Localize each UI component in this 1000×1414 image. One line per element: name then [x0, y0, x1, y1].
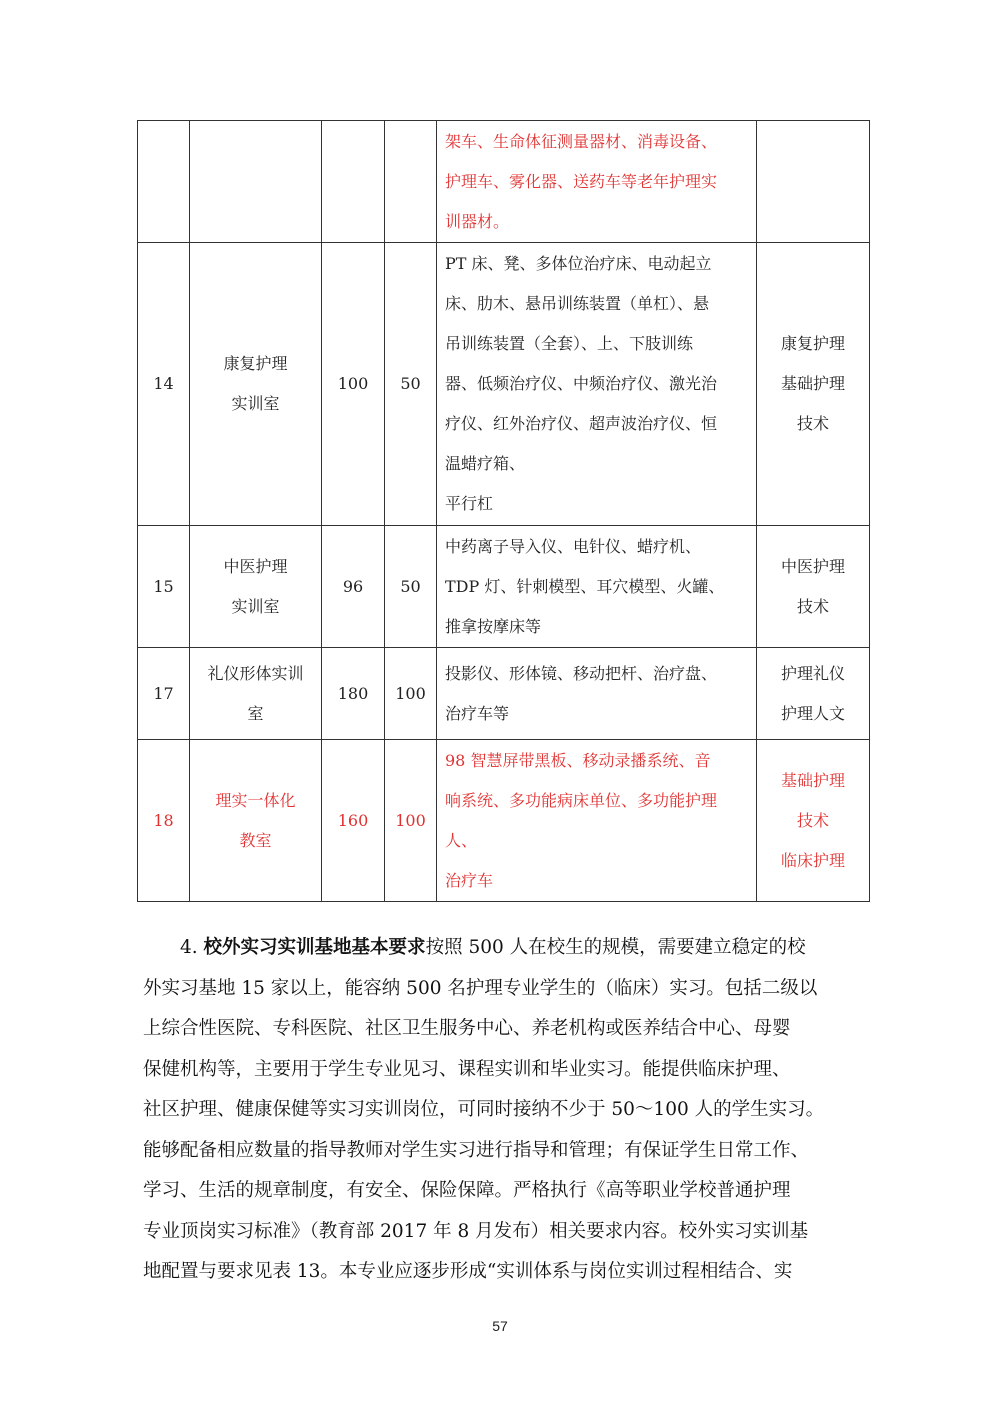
table-row [138, 121, 870, 243]
cell-area: 160 [322, 740, 385, 902]
paragraph-line: 专业顶岗实习标准》（教育部 2017 年 8 月发布）相关要求内容。校外实习实训基 [143, 1220, 809, 1242]
table-row [138, 526, 870, 648]
cell-equipment: 投影仪、形体镜、移动把杆、治疗盘、 治疗车等 [437, 648, 757, 740]
body-paragraph [143, 928, 863, 1293]
cell-stations: 100 [385, 648, 437, 740]
section-heading: 校外实习实训基地基本要求 [203, 937, 426, 958]
cell-equipment: 98 智慧屏带黑板、移动录播系统、音 响系统、多功能病床单位、多功能护理 人、 治疗车 [437, 740, 757, 902]
cell-room-name [190, 121, 322, 243]
cell-equipment: 中药离子导入仪、电针仪、蜡疗机、 TDP 灯、针刺模型、耳穴模型、火罐、 推拿按摩床等 [437, 526, 757, 648]
cell-courses: 基础护理 技术 临床护理 [757, 740, 870, 902]
paragraph-line: 上综合性医院、专科医院、社区卫生服务中心、养老机构或医养结合中心、母婴 [143, 1018, 791, 1039]
paragraph-line: 能够配备相应数量的指导教师对学生实习进行指导和管理；有保证学生日常工作、 [143, 1139, 810, 1161]
cell-room-name: 礼仪形体实训 室 [190, 648, 322, 740]
paragraph-line: 外实习基地 15 家以上，能容纳 500 名护理专业学生的（临床）实习。包括二级以 [143, 977, 818, 999]
cell-room-name: 康复护理 实训室 [190, 243, 322, 526]
paragraph-line: 学习、生活的规章制度，有安全、保险保障。严格执行《高等职业学校普通护理 [143, 1180, 791, 1201]
paragraph-line: 保健机构等，主要用于学生专业见习、课程实训和毕业实习。能提供临床护理、 [143, 1058, 791, 1080]
cell-courses: 康复护理 基础护理 技术 [757, 243, 870, 526]
training-room-table [137, 120, 870, 902]
cell-area: 100 [322, 243, 385, 526]
cell-equipment: PT 床、凳、多体位治疗床、电动起立 床、肋木、悬吊训练装置（单杠）、悬 吊训练装置（全套）、上、下肢训练 器、低频治疗仪、中频治疗仪、激光治 疗仪、红外治疗仪、超声波治疗仪、恒 温蜡疗箱、 平行杠 [437, 243, 757, 526]
section-number: 4. [180, 937, 204, 958]
table-row [138, 648, 870, 740]
cell-number: 18 [138, 740, 190, 902]
cell-stations: 100 [385, 740, 437, 902]
cell-number: 15 [138, 526, 190, 648]
cell-area: 180 [322, 648, 385, 740]
cell-area [322, 121, 385, 243]
cell-equipment: 架车、生命体征测量器材、消毒设备、 护理车、雾化器、送药车等老年护理实 训器材。 [437, 121, 757, 243]
table-row [138, 740, 870, 902]
cell-courses [757, 121, 870, 243]
table-row [138, 243, 870, 526]
cell-stations: 50 [385, 526, 437, 648]
cell-number: 14 [138, 243, 190, 526]
cell-stations: 50 [385, 243, 437, 526]
cell-stations [385, 121, 437, 243]
cell-room-name: 理实一体化 教室 [190, 740, 322, 902]
cell-number: 17 [138, 648, 190, 740]
cell-courses: 护理礼仪 护理人文 [757, 648, 870, 740]
paragraph-line: 社区护理、健康保健等实习实训岗位，可同时接纳不少于 50～100 人的学生实习。 [143, 1099, 825, 1120]
cell-area: 96 [322, 526, 385, 648]
cell-courses: 中医护理 技术 [757, 526, 870, 648]
paragraph-line: 地配置与要求见表 13。本专业应逐步形成“实训体系与岗位实训过程相结合、实 [143, 1261, 793, 1282]
cell-room-name: 中医护理 实训室 [190, 526, 322, 648]
paragraph-line: 4. 校外实习实训基地基本要求按照 500 人在校生的规模，需要建立稳定的校 [180, 937, 806, 958]
page-number: 57 [492, 1318, 508, 1334]
cell-number [138, 121, 190, 243]
